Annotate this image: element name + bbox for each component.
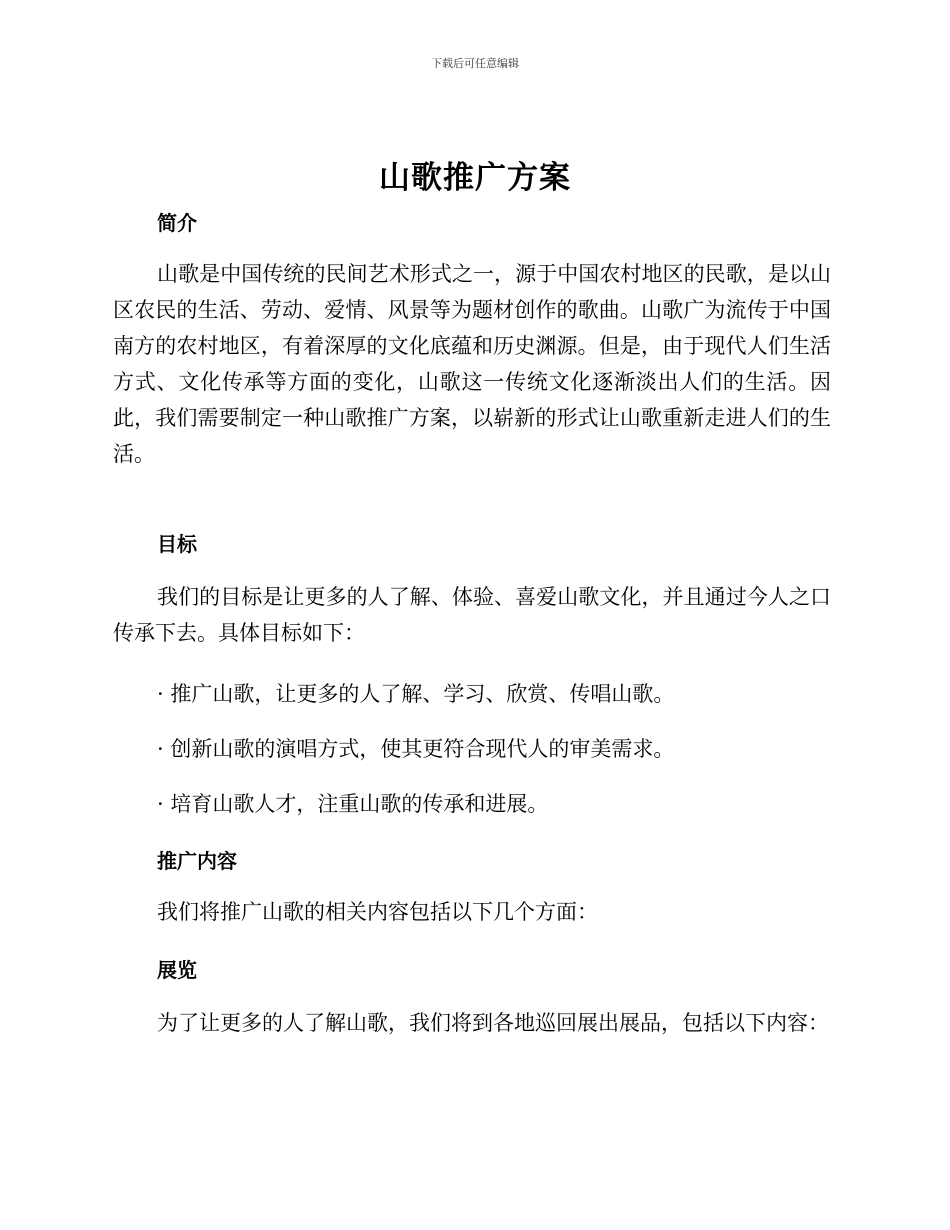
section-heading-exhibition: 展览: [157, 958, 197, 982]
exhibition-paragraph: 为了让更多的人了解山歌，我们将到各地巡回展出展品，包括以下内容：: [157, 1011, 829, 1035]
intro-paragraph: 山歌是中国传统的民间艺术形式之一，源于中国农村地区的民歌，是以山区农民的生活、劳动、爱情、风景等为题材创作的歌曲。山歌广为流传于中国南方的农村地区，有着深厚的文化底蕴和历史渊源。但是，由于现代人们生活方式、文化传承等方面的变化，山歌这一传统文化逐渐淡出人们的生活。因此，我们需要制定一种山歌推广方案，以崭新的形式让山歌重新走进人们的生活。: [113, 262, 831, 466]
section-heading-content: 推广内容: [157, 849, 237, 873]
goal-bullet-3: · 培育山歌人才，注重山歌的传承和进展。: [157, 792, 549, 816]
document-title: 山歌推广方案: [379, 160, 571, 196]
section-heading-goal: 目标: [157, 532, 197, 556]
goal-bullet-2: · 创新山歌的演唱方式，使其更符合现代人的审美需求。: [157, 737, 675, 761]
goal-paragraph: 我们的目标是让更多的人了解、体验、喜爱山歌文化，并且通过今人之口传承下去。具体目标如下：: [113, 585, 831, 645]
goal-bullet-1: · 推广山歌，让更多的人了解、学习、欣赏、传唱山歌。: [157, 682, 675, 706]
content-paragraph: 我们将推广山歌的相关内容包括以下几个方面：: [157, 900, 598, 924]
header-note: 下载后可任意编辑: [431, 57, 519, 70]
section-heading-intro: 简介: [157, 211, 197, 235]
